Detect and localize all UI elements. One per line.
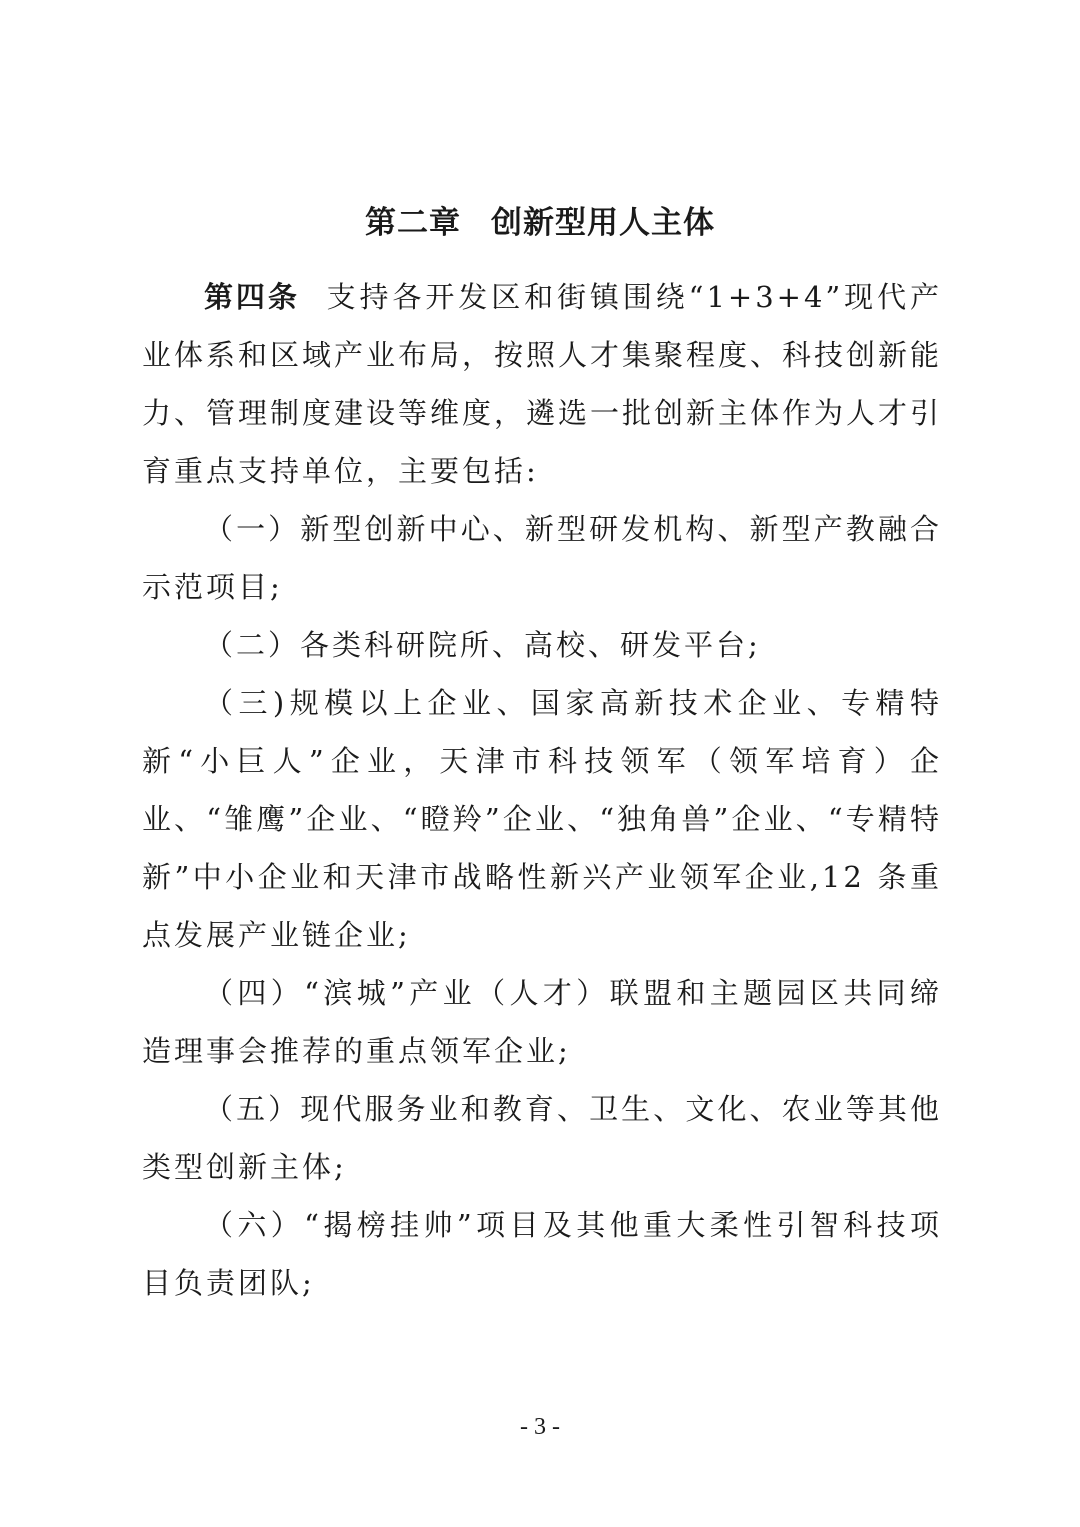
list-item: （四）“滨城”产业（人才）联盟和主题园区共同缔造理事会推荐的重点领军企业;: [142, 976, 942, 1068]
page-number: - 3 -: [520, 1414, 560, 1440]
list-item: （五）现代服务业和教育、卫生、文化、农业等其他类型创新主体;: [142, 1092, 942, 1184]
list-item: （一）新型创新中心、新型研发机构、新型产教融合示范项目;: [142, 512, 942, 604]
article-text: 支持各开发区和街镇围绕“1+3+4”现代产业体系和区域产业布局，按照人才集聚程度、科技创新能力、管理制度建设等维度，遴选一批创新主体作为人才引育重点支持单位，主要包括:: [142, 280, 943, 488]
list-item: （二）各类科研院所、高校、研发平台;: [204, 628, 761, 662]
chapter-heading: [0, 198, 1080, 248]
chapter-title: 创新型用人主体: [491, 205, 715, 241]
article-body: [142, 268, 942, 1312]
chapter-number: 第二章: [365, 205, 461, 241]
article-paragraph: [142, 268, 942, 500]
list-item: （六）“揭榜挂帅”项目及其他重大柔性引智科技项目负责团队;: [142, 1208, 942, 1300]
list-item: （三)规模以上企业、国家高新技术企业、专精特新“小巨人”企业，天津市科技领军（领军培育）企业、“雏鹰”企业、“瞪羚”企业、“独角兽”企业、“专精特新”中小企业和天津市战略性新兴产业领军企业,12 条重点发展产业链企业;: [142, 686, 942, 952]
article-label: 第四条: [204, 280, 300, 314]
